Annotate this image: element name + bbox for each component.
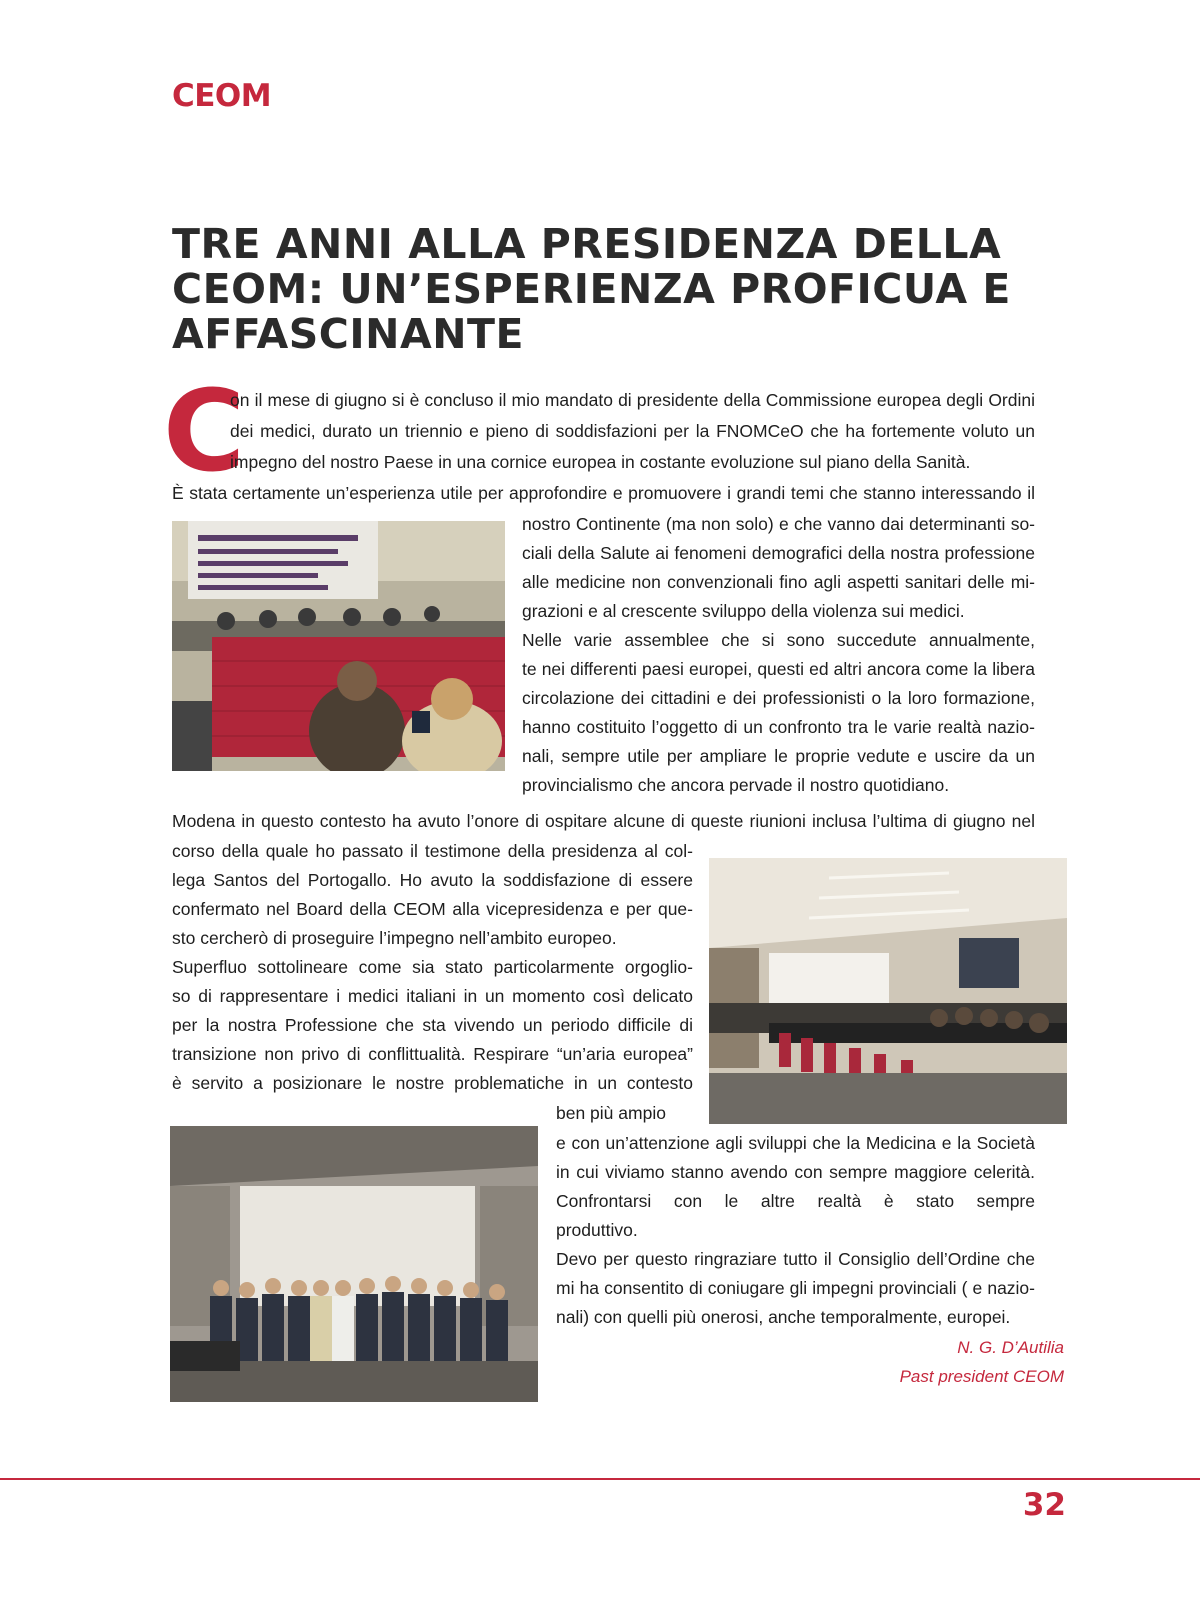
body-line: ben più ampio: [556, 1103, 666, 1123]
body-line: so di rappresentare i medici italiani in un momento così delicato: [172, 986, 693, 1006]
body-line: provincialismo che ancora pervade il nostro quotidiano.: [522, 775, 950, 795]
signature-name: N. G. D’Autilia: [957, 1338, 1064, 1357]
body-line: Devo per questo ringraziare tutto il Consiglio dell’Ordine che: [556, 1249, 1035, 1269]
body-line: hanno costituito l’oggetto di un confronto tra le varie realtà nazio-: [522, 717, 1035, 737]
body-line: Confrontarsi con le altre realtà è stato sempre: [556, 1191, 1035, 1211]
body-line: confermato nel Board della CEOM alla vicepresidenza e per que-: [172, 899, 693, 919]
body-line: impegno del nostro Paese in una cornice europea in costante evoluzione sul piano della Sanità.: [230, 452, 971, 472]
body-line: ciali della Salute ai fenomeni demografici della nostra professione: [522, 543, 1035, 563]
article-title: [172, 222, 1032, 357]
body-line: on il mese di giugno si è concluso il mio mandato di presidente della Commissione europea degli Ordini: [230, 390, 1035, 410]
body-line: nostro Continente (ma non solo) e che vanno dai determinanti so-: [522, 514, 1035, 534]
body-line: per la nostra Professione che sta vivendo un periodo difficile di: [172, 1015, 693, 1035]
body-line: Nelle varie assemblee che si sono succedute annualmente,: [522, 630, 1035, 650]
photo-conference-panel: [172, 521, 505, 771]
body-line: lega Santos del Portogallo. Ho avuto la soddisfazione di essere: [172, 870, 693, 890]
body-line: alle medicine non convenzionali fino agli aspetti sanitari delle mi-: [522, 572, 1035, 592]
page-number: 32: [1022, 1487, 1066, 1523]
body-line: grazioni e al crescente sviluppo della violenza sui medici.: [522, 601, 965, 621]
footer-rule: [0, 1478, 1200, 1480]
section-label: CEOM: [172, 78, 272, 114]
body-line: e con un’attenzione agli sviluppi che la Medicina e la Società: [556, 1133, 1035, 1153]
body-line: circolazione dei cittadini e dei professionisti o la loro formazione,: [522, 688, 1035, 708]
body-line: nali, sempre utile per ampliare le proprie vedute e uscire da un: [522, 746, 1035, 766]
body-line: È stata certamente un’esperienza utile per approfondire e promuovere i grandi temi che stanno interessando il: [172, 483, 1035, 503]
body-line: corso della quale ho passato il testimone della presidenza al col-: [172, 841, 693, 861]
body-line: Superfluo sottolineare come sia stato particolarmente orgoglio-: [172, 957, 693, 977]
title-line: TRE ANNI ALLA PRESIDENZA DELLA: [172, 220, 1002, 268]
body-line: sto cercherò di proseguire l’impegno nell’ambito europeo.: [172, 928, 617, 948]
body-line: nali) con quelli più onerosi, anche temporalmente, europei.: [556, 1307, 1011, 1327]
body-line: te nei differenti paesi europei, questi ed altri ancora come la libera: [522, 659, 1035, 679]
body-line: mi ha consentito di coniugare gli impegni provinciali ( e nazio-: [556, 1278, 1035, 1298]
photo-meeting-room: [709, 858, 1067, 1124]
drop-cap: C: [163, 367, 246, 497]
body-line: transizione non privo di conflittualità. Respirare “un’aria europea”: [172, 1044, 693, 1064]
title-line: AFFASCINANTE: [172, 310, 524, 358]
title-line: CEOM: UN’ESPERIENZA PROFICUA E: [172, 265, 1011, 313]
body-line: Modena in questo contesto ha avuto l’onore di ospitare alcune di queste riunioni inclusa l’ultima di giugno nel: [172, 811, 1035, 831]
photo-group: [170, 1126, 538, 1402]
body-line: è servito a posizionare le nostre problematiche in un contesto: [172, 1073, 693, 1093]
body-line: in cui viviamo stanno avendo con sempre maggiore celerità.: [556, 1162, 1035, 1182]
signature-role: Past president CEOM: [899, 1367, 1064, 1386]
body-line: dei medici, durato un triennio e pieno di soddisfazioni per la FNOMCeO che ha fortemente voluto un: [230, 421, 1035, 441]
body-line: produttivo.: [556, 1220, 638, 1240]
